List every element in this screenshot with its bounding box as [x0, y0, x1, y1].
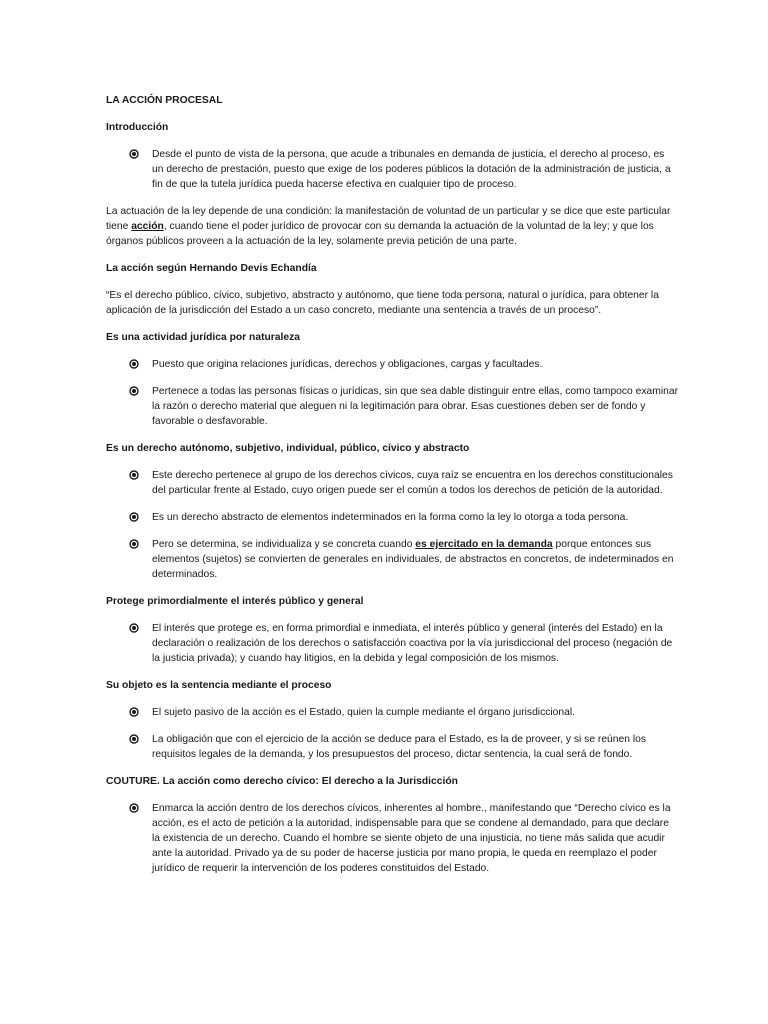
- bullet-list-derecho: [106, 468, 678, 582]
- bullet-list-objeto: [106, 705, 678, 762]
- circled-dot-icon: [129, 512, 139, 522]
- list-item: Es un derecho abstracto de elementos indeterminados en la forma como la ley lo otorga a toda persona.: [106, 510, 678, 525]
- list-item: Enmarca la acción dentro de los derechos cívicos, inherentes al hombre., manifestando que “Derecho cívico es la acción, es el acto de petición a la autoridad, indispensable para que se condene al demandado, para que declare la existencia de un derecho. Cuando el hombre se siente objeto de una injusticia, no tiene más salida que acudir ante la autoridad. Privado ya de su poder de hacerse justicia por mano propia, le queda en reemplazo el poder jurídico de requerir la intervención de los poderes constituidos del Estado.: [106, 801, 678, 876]
- heading-actividad-juridica: Es una actividad jurídica por naturaleza: [106, 332, 300, 343]
- circled-dot-icon: [129, 734, 139, 744]
- list-item: Pertenece a todas las personas físicas o jurídicas, sin que sea dable distinguir entre ellas, como tampoco examinar la razón o derecho material que aleguen ni la legitimación para obrar. Esas cuestiones deben ser de fondo y favorable o desfavorable.: [106, 384, 678, 429]
- bullet-list-interes: [106, 621, 678, 666]
- document-title: LA ACCIÓN PROCESAL: [106, 95, 223, 106]
- circled-dot-icon: [129, 707, 139, 717]
- accion-underlined-term: acción: [131, 221, 164, 232]
- list-item: Desde el punto de vista de la persona, que acude a tribunales en demanda de justicia, el derecho al proceso, es un derecho de prestación, puesto que exige de los poderes públicos la dotación de la administración de justicia, a fin de que la tutela jurídica pueda hacerse efectiva en cualquier tipo de proceso.: [106, 147, 678, 192]
- heading-introduccion: Introducción: [106, 122, 169, 133]
- list-item: Pero se determina, se individualiza y se concreta cuando es ejercitado en la demanda porque entonces sus elementos (sujetos) se convierten de generales en individuales, de abstractos en concretos, de indeterminados en determinados.: [106, 537, 678, 582]
- ejercitado-underlined-phrase: es ejercitado en la demanda: [415, 539, 553, 550]
- circled-dot-icon: [129, 539, 139, 549]
- circled-dot-icon: [129, 803, 139, 813]
- list-item: El sujeto pasivo de la acción es el Estado, quien la cumple mediante el órgano jurisdiccional.: [106, 705, 678, 720]
- intro-paragraph: La actuación de la ley depende de una condición: la manifestación de voluntad de un particular y se dice que este particular tiene acción, cuando tiene el poder jurídico de provocar con su demanda la actuación de la voluntad de la ley; y que los órganos públicos proveen a la actuación de la ley, solamente previa petición de una parte.: [106, 206, 671, 247]
- list-item: El interés que protege es, en forma primordial e inmediata, el interés público y general (interés del Estado) en la declaración o realización de los derechos o satisfacción coactiva por la vía jurisdiccional del proceso (negación de la justicia privada); y cuando hay litigios, en la debida y legal composición de los mismos.: [106, 621, 678, 666]
- list-item: La obligación que con el ejercicio de la acción se deduce para el Estado, es la de proveer, y si se reúnen los requisitos legales de la demanda, y los presupuestos del proceso, dictar sentencia, la cual será de fondo.: [106, 732, 678, 762]
- heading-derecho-autonomo: Es un derecho autónomo, subjetivo, individual, público, cívico y abstracto: [106, 443, 470, 454]
- heading-devis-echandia: La acción según Hernando Devis Echandía: [106, 263, 317, 274]
- devis-quote: “Es el derecho público, cívico, subjetivo, abstracto y autónomo, que tiene toda persona, natural o jurídica, para obtener la aplicación de la jurisdicción del Estado a un caso concreto, mediante una sentencia a través de un proceso”.: [106, 290, 659, 316]
- bullet-list-couture: [106, 801, 678, 876]
- bullet-list-actividad: [106, 357, 678, 429]
- heading-interes-publico: Protege primordialmente el interés público y general: [106, 596, 364, 607]
- circled-dot-icon: [129, 623, 139, 633]
- list-item: Puesto que origina relaciones jurídicas, derechos y obligaciones, cargas y facultades.: [106, 357, 678, 372]
- bullet-list-intro: [106, 147, 678, 192]
- circled-dot-icon: [129, 359, 139, 369]
- list-item: Este derecho pertenece al grupo de los derechos cívicos, cuya raíz se encuentra en los derechos constitucionales del particular frente al Estado, cuyo origen puede ser el común a todos los derechos de petición de la autoridad.: [106, 468, 678, 498]
- circled-dot-icon: [129, 386, 139, 396]
- circled-dot-icon: [129, 470, 139, 480]
- heading-objeto-sentencia: Su objeto es la sentencia mediante el proceso: [106, 680, 332, 691]
- heading-couture: COUTURE. La acción como derecho cívico: El derecho a la Jurisdicción: [106, 776, 458, 787]
- circled-dot-icon: [129, 149, 139, 159]
